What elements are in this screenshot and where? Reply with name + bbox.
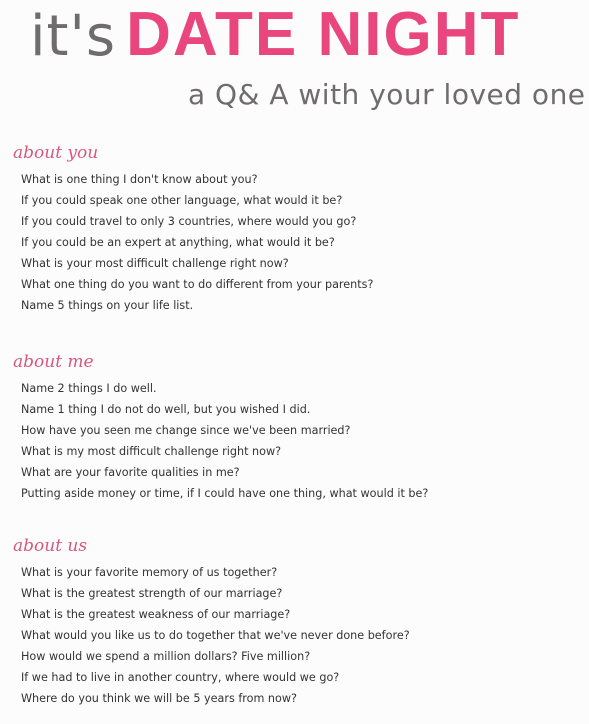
- question-item: If you could be an expert at anything, what would it be?: [21, 236, 335, 249]
- question-item: How would we spend a million dollars? Five million?: [21, 650, 311, 663]
- question-item: If you could speak one other language, what would it be?: [21, 194, 343, 207]
- question-item: What is one thing I don't know about you?: [21, 173, 258, 186]
- question-item: How have you seen me change since we've been married?: [21, 424, 351, 437]
- section-heading: about you: [13, 143, 99, 163]
- question-item: Where do you think we will be 5 years from now?: [21, 692, 297, 705]
- question-item: If you could travel to only 3 countries, where would you go?: [21, 215, 357, 228]
- question-list: [21, 562, 410, 709]
- question-item: What is the greatest weakness of our marriage?: [21, 608, 291, 621]
- question-item: What are your favorite qualities in me?: [21, 466, 240, 479]
- question-list: [21, 378, 428, 504]
- section-heading: about us: [13, 536, 88, 556]
- question-item: What is your most difficult challenge right now?: [21, 257, 289, 270]
- question-item: What would you like us to do together that we've never done before?: [21, 629, 410, 642]
- question-item: Name 5 things on your life list.: [21, 299, 194, 312]
- question-item: Name 2 things I do well.: [21, 382, 157, 395]
- question-item: Name 1 thing I do not do well, but you wished I did.: [21, 403, 311, 416]
- page-subtitle: a Q& A with your loved one: [188, 78, 586, 111]
- question-item: If we had to live in another country, where would we go?: [21, 671, 340, 684]
- section-heading: about me: [13, 352, 94, 372]
- question-item: Putting aside money or time, if I could have one thing, what would it be?: [21, 487, 429, 500]
- question-item: What is your favorite memory of us together?: [21, 566, 278, 579]
- question-item: What is my most difficult challenge right now?: [21, 445, 282, 458]
- page-title: [30, 2, 520, 68]
- question-item: What is the greatest strength of our marriage?: [21, 587, 283, 600]
- question-item: What one thing do you want to do different from your parents?: [21, 278, 374, 291]
- title-date-night: DATE NIGHT: [126, 0, 521, 69]
- title-its: it's: [30, 4, 117, 69]
- question-list: [21, 169, 373, 316]
